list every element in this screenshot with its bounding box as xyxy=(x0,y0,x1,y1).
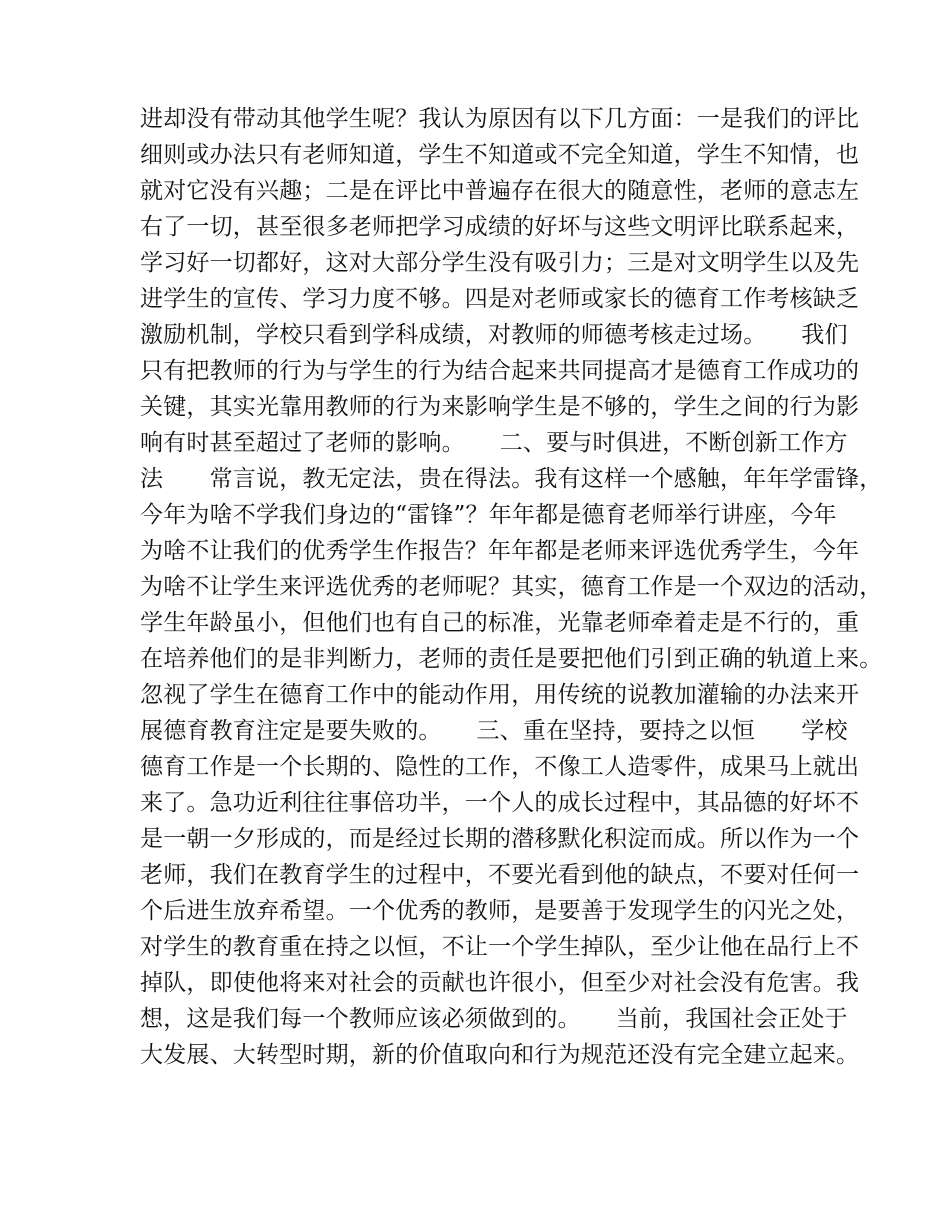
text-line: 对学生的教育重在持之以恒，不让一个学生掉队，至少让他在品行上不 xyxy=(140,934,860,960)
text-line: 学生年龄虽小，但他们也有自己的标准，光靠老师牵着走是不行的，重 xyxy=(140,610,860,636)
text-line: 今年为啥不学我们身边的“雷锋”？年年都是德育老师举行讲座，今年 xyxy=(140,502,837,528)
text-line: 来了。急功近利往往事倍功半，一个人的成长过程中，其品德的好坏不 xyxy=(140,790,860,816)
text-line: 关键，其实光靠用教师的行为来影响学生是不够的，学生之间的行为影 xyxy=(140,394,860,420)
text-line: 忽视了学生在德育工作中的能动作用，用传统的说教加灌输的办法来开 xyxy=(140,682,860,708)
text-line: 细则或办法只有老师知道，学生不知道或不完全知道，学生不知情，也 xyxy=(140,142,860,168)
text-line: 进却没有带动其他学生呢？我认为原因有以下几方面：一是我们的评比 xyxy=(140,106,860,132)
text-line: 只有把教师的行为与学生的行为结合起来共同提高才是德育工作成功的 xyxy=(140,358,860,384)
text-line: 大发展、大转型时期，新的价值取向和行为规范还没有完全建立起来。 xyxy=(140,1042,860,1068)
text-line: 德育工作是一个长期的、隐性的工作，不像工人造零件，成果马上就出 xyxy=(140,754,860,780)
text-line: 激励机制，学校只看到学科成绩，对教师的师德考核走过场。 我们 xyxy=(140,322,848,348)
text-line: 展德育教育注定是要失败的。 三、重在坚持，要持之以恒 学校 xyxy=(140,718,848,744)
body-text xyxy=(140,101,883,1073)
text-line: 响有时甚至超过了老师的影响。 二、要与时俱进，不断创新工作方 xyxy=(140,430,848,456)
text-line: 学习好一切都好，这对大部分学生没有吸引力；三是对文明学生以及先 xyxy=(140,250,860,276)
text-line: 右了一切，甚至很多老师把学习成绩的好坏与这些文明评比联系起来， xyxy=(140,214,860,240)
text-line: 法 常言说，教无定法，贵在得法。我有这样一个感触，年年学雷锋， xyxy=(140,466,883,492)
text-line: 想，这是我们每一个教师应该必须做到的。 当前，我国社会正处于 xyxy=(140,1006,848,1032)
text-line: 进学生的宣传、学习力度不够。四是对老师或家长的德育工作考核缺乏 xyxy=(140,286,860,312)
text-line: 为啥不让学生来评选优秀的老师呢？其实，德育工作是一个双边的活动， xyxy=(140,574,883,600)
text-line: 就对它没有兴趣；二是在评比中普遍存在很大的随意性，老师的意志左 xyxy=(140,178,860,204)
text-line: 掉队，即使他将来对社会的贡献也许很小，但至少对社会没有危害。我 xyxy=(140,970,860,996)
text-line: 是一朝一夕形成的，而是经过长期的潜移默化积淀而成。所以作为一个 xyxy=(140,826,860,852)
text-line: 老师，我们在教育学生的过程中，不要光看到他的缺点，不要对任何一 xyxy=(140,862,860,888)
text-line: 为啥不让我们的优秀学生作报告？年年都是老师来评选优秀学生，今年 xyxy=(140,538,860,564)
text-line: 个后进生放弃希望。一个优秀的教师，是要善于发现学生的闪光之处， xyxy=(140,898,860,924)
text-line: 在培养他们的是非判断力，老师的责任是要把他们引到正确的轨道上来。 xyxy=(140,646,883,672)
